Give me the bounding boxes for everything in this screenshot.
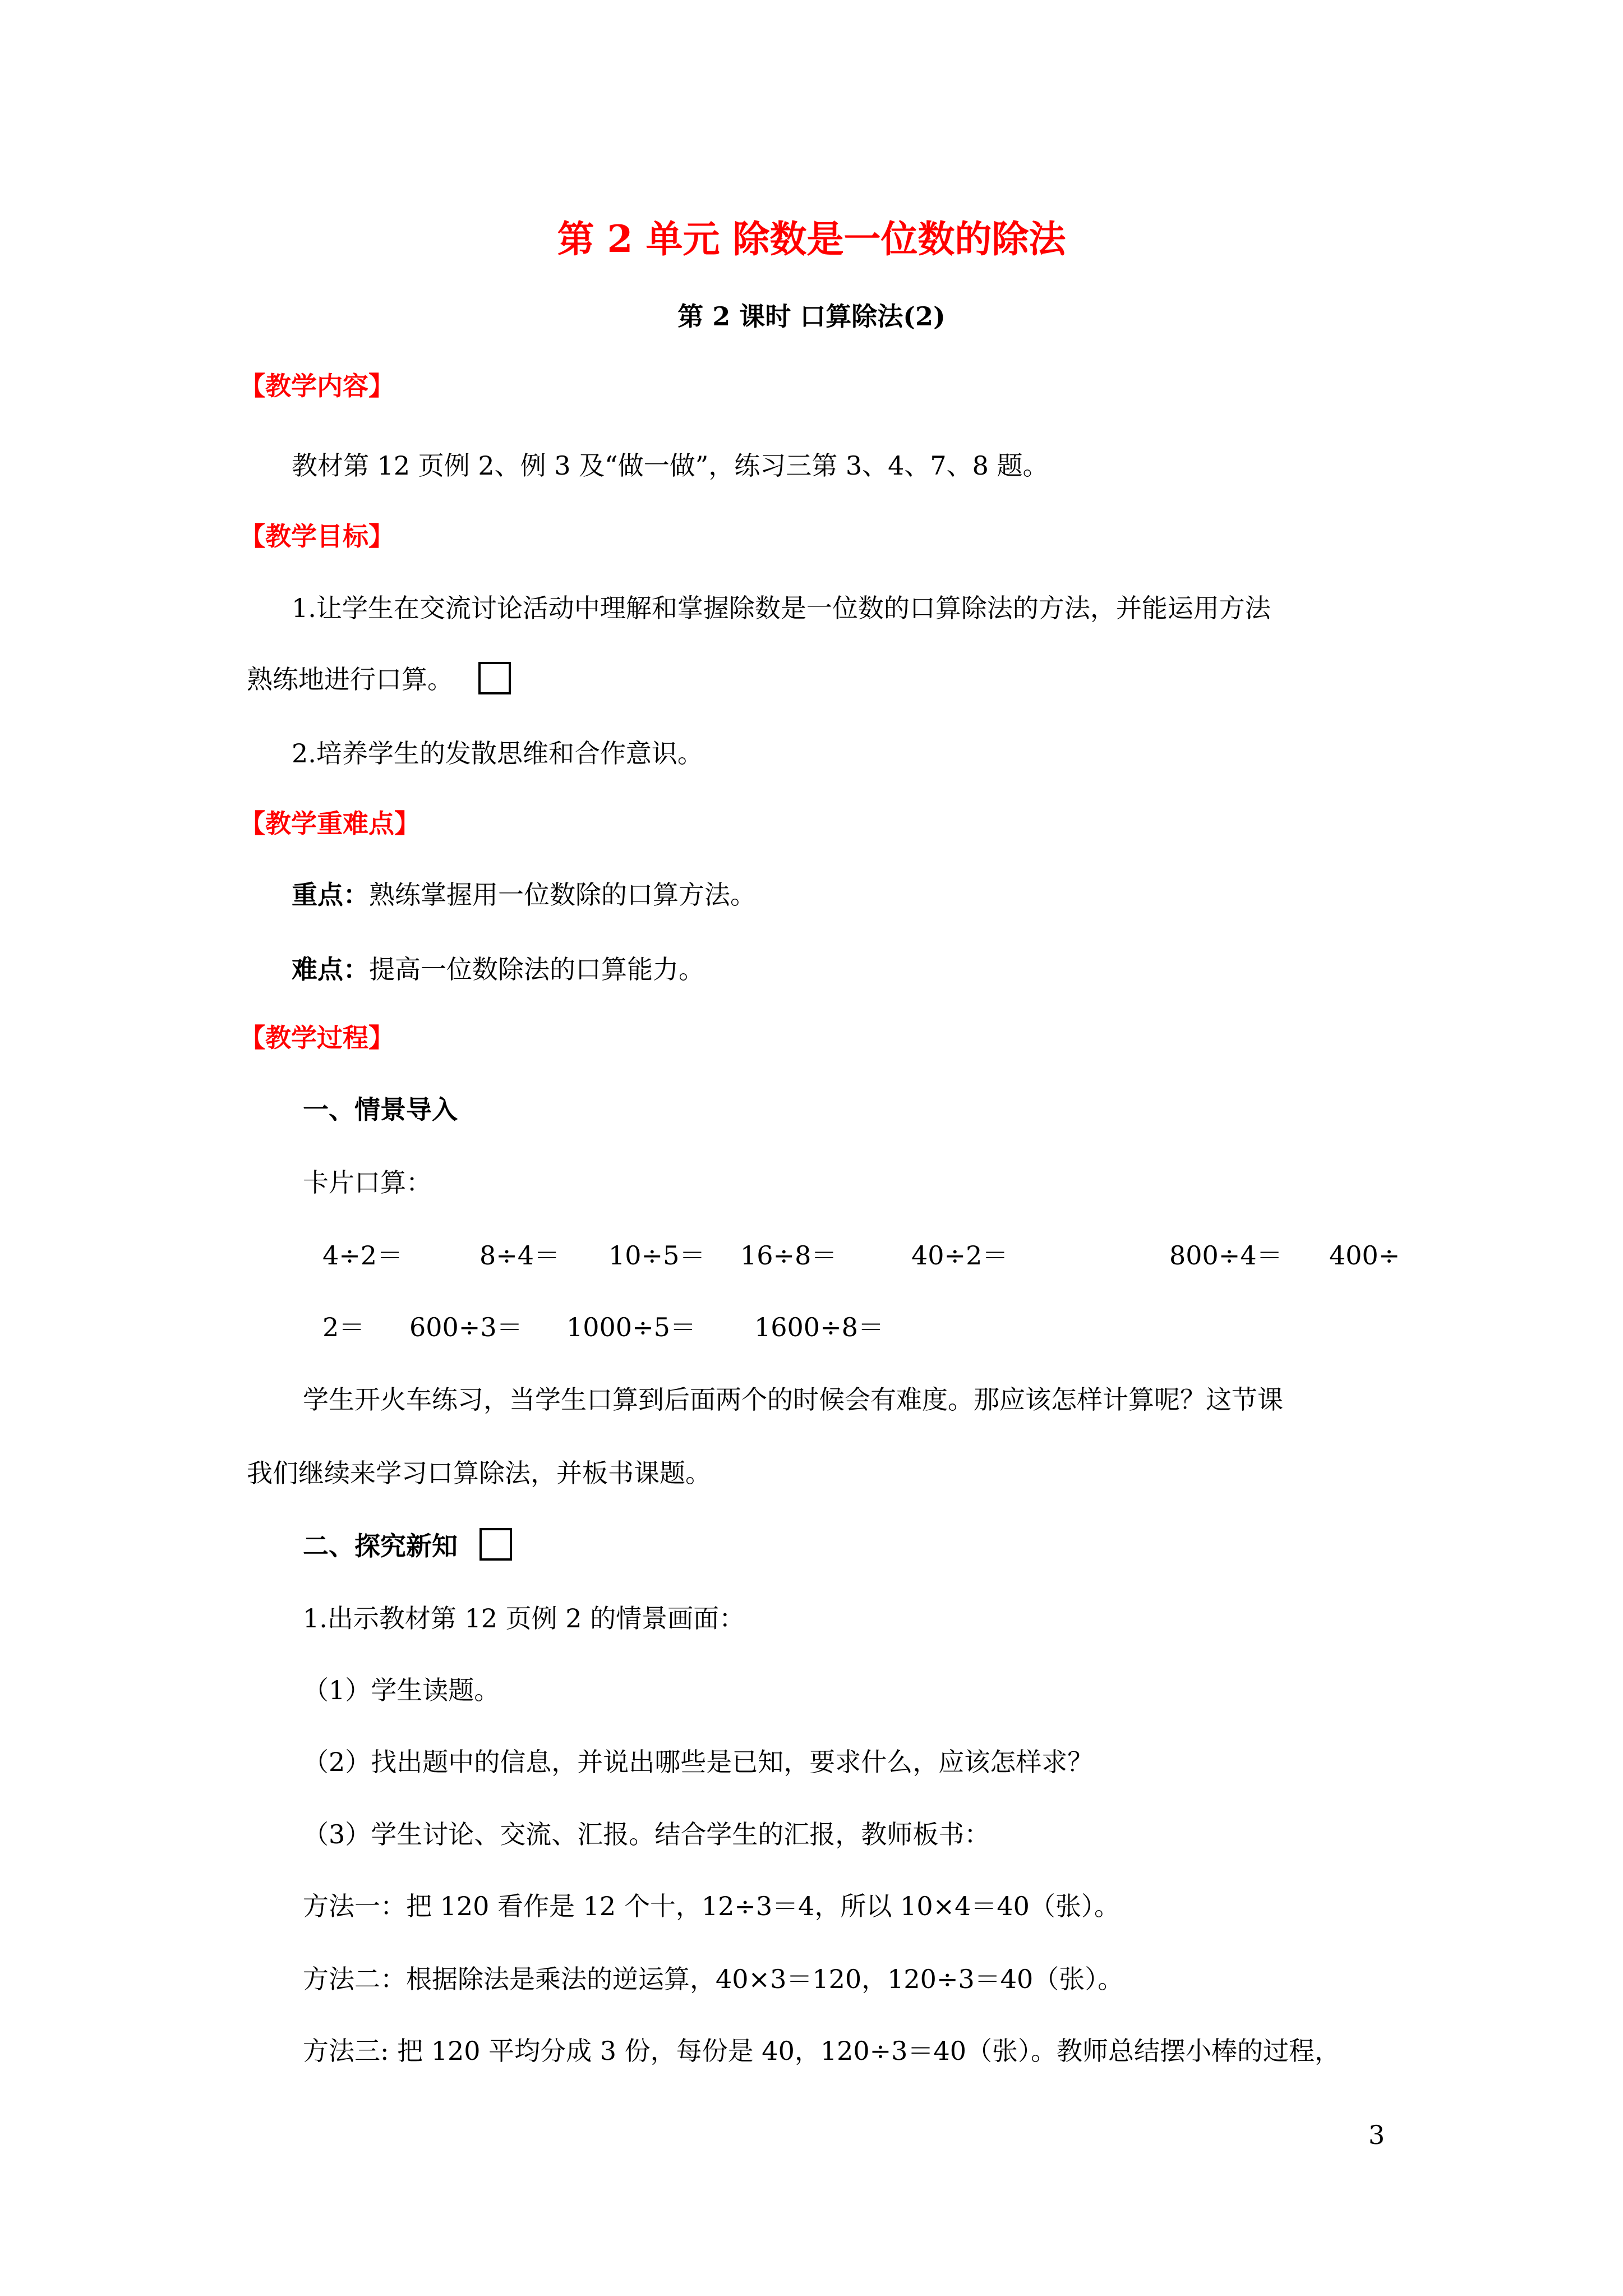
method-1: 方法一：把 120 看作是 12 个十，12÷3＝4，所以 10×4＝40（张）。 [303, 1891, 1120, 1921]
empty-box-marker [479, 1528, 512, 1561]
card-item: 1600÷8＝ [754, 1312, 884, 1342]
card-item: 8÷4＝ [479, 1240, 560, 1271]
content-text: 教材第 12 页例 2、例 3 及“做一做”，练习三第 3、4、7、8 题。 [292, 450, 1049, 481]
method-2: 方法二：根据除法是乘法的逆运算，40×3＝120，120÷3＝40（张）。 [303, 1964, 1124, 1994]
section-heading-content: 【教学内容】 [239, 371, 394, 401]
empty-box-marker [478, 662, 511, 694]
card-item: 1000÷5＝ [566, 1312, 696, 1342]
paragraph-1-line-2: 我们继续来学习口算除法，并板书课题。 [247, 1458, 711, 1488]
section-heading-key-points: 【教学重难点】 [239, 808, 420, 839]
card-item: 40÷2＝ [911, 1240, 1008, 1271]
part-2-heading: 二、探究新知 [303, 1531, 458, 1561]
card-item: 600÷3＝ [409, 1312, 523, 1342]
difficulty-label: 难点： [292, 954, 369, 984]
method-3: 方法三: 把 120 平均分成 3 份，每份是 40，120÷3＝40（张）。教师总结摆小棒的过程， [303, 2036, 1340, 2066]
difficulty-text: 提高一位数除法的口算能力。 [369, 954, 704, 984]
sub-step-1: （1）学生读题。 [303, 1675, 500, 1705]
unit-title: 第 2 单元 除数是一位数的除法 [557, 217, 1066, 261]
key-point-line [292, 882, 756, 908]
page-number: 3 [1368, 2120, 1385, 2150]
objective-1-line-2: 熟练地进行口算。 [247, 664, 453, 694]
part-1-heading: 一、情景导入 [303, 1094, 458, 1125]
card-item: 4÷2＝ [322, 1240, 403, 1271]
sub-step-3: （3）学生讨论、交流、汇报。结合学生的汇报，教师板书： [303, 1819, 990, 1849]
objective-1-line-1: 1.让学生在交流讨论活动中理解和掌握除数是一位数的口算除法的方法，并能运用方法 [292, 593, 1271, 623]
key-point-label: 重点： [292, 880, 369, 910]
lesson-title: 第 2 课时 口算除法(2) [677, 301, 946, 332]
card-item: 16÷8＝ [740, 1240, 837, 1271]
key-point-text: 熟练掌握用一位数除的口算方法。 [369, 880, 756, 910]
card-item: 2＝ [322, 1312, 365, 1342]
paragraph-1-line-1: 学生开火车练习，当学生口算到后面两个的时候会有难度。那应该怎样计算呢？这节课 [303, 1384, 1283, 1415]
section-heading-process: 【教学过程】 [239, 1023, 394, 1053]
sub-step-2: （2）找出题中的信息，并说出哪些是已知，要求什么，应该怎样求？ [303, 1747, 1094, 1777]
card-item: 10÷5＝ [608, 1240, 706, 1271]
step-1: 1.出示教材第 12 页例 2 的情景画面： [303, 1603, 745, 1634]
card-item: 400÷ [1329, 1240, 1400, 1271]
card-intro: 卡片口算： [303, 1167, 432, 1198]
section-heading-objectives: 【教学目标】 [239, 521, 394, 551]
difficulty-line [292, 956, 704, 982]
objective-2: 2.培养学生的发散思维和合作意识。 [292, 738, 703, 769]
card-item: 800÷4＝ [1169, 1240, 1283, 1271]
